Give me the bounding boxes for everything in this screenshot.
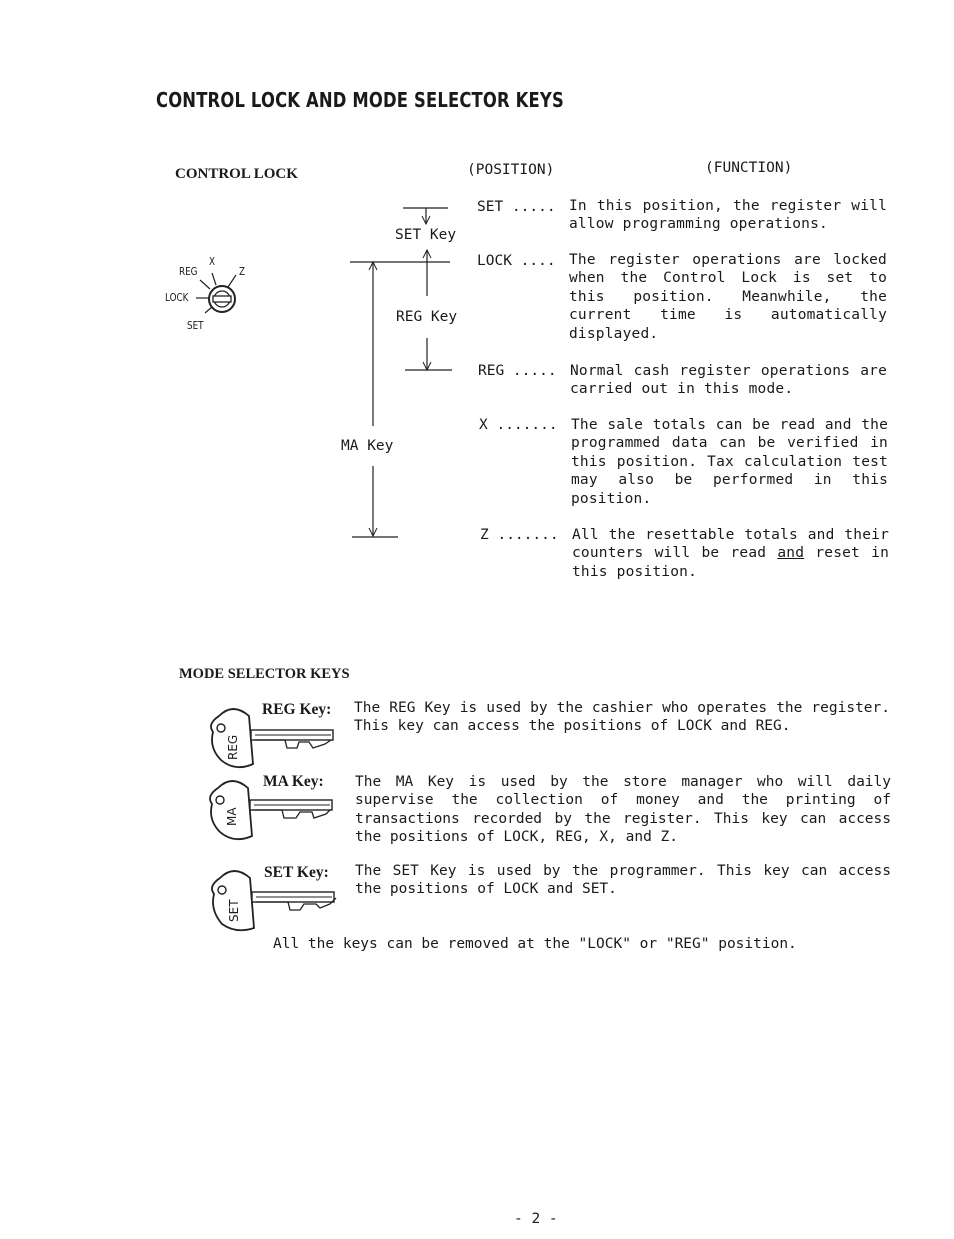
lock-dial-lock-label: LOCK <box>165 291 189 304</box>
lock-dial-icon <box>160 255 260 335</box>
reg-key-range-label: REG Key <box>396 309 458 325</box>
position-reg: REG ..... <box>478 363 557 379</box>
lock-dial-x-label: X <box>209 255 216 268</box>
function-reg: Normal cash register operations are carried out in this mode. <box>570 363 887 398</box>
function-set: In this position, the register will allow programming operations. <box>569 198 887 233</box>
ma-key-engraving: MA <box>225 807 239 826</box>
ma-key-name: MA Key: <box>263 773 324 790</box>
set-key-name: SET Key: <box>264 864 329 881</box>
reg-key-engraving: REG <box>226 734 240 760</box>
function-header: (FUNCTION) <box>705 160 793 176</box>
page-number: - 2 - <box>514 1211 558 1227</box>
function-z: All the resettable totals and their counters will be read and reset in this position. <box>572 527 889 580</box>
ma-key-description: The MA Key is used by the store manager who will daily supervise the collection of money and the printing of transactions recorded by the register. This key can access the positions of LOCK, REG, X, and Z. <box>355 774 891 846</box>
ma-key-range-label: MA Key <box>341 438 394 454</box>
page-title: CONTROL LOCK AND MODE SELECTOR KEYS <box>156 88 564 112</box>
lock-dial-reg-label: REG <box>179 265 198 278</box>
function-lock: The register operations are locked when the Control Lock is set to this position. Meanwhile, the current time is automatically displayed. <box>569 252 887 342</box>
mode-selector-label: MODE SELECTOR KEYS <box>179 666 350 682</box>
position-lock: LOCK .... <box>477 253 556 269</box>
set-key-range-label: SET Key <box>395 227 457 243</box>
control-lock-label: CONTROL LOCK <box>175 166 298 182</box>
keys-removal-note: All the keys can be removed at the "LOCK" or "REG" position. <box>273 936 797 952</box>
lock-dial-set-label: SET <box>187 319 204 332</box>
lock-dial-z-label: Z <box>239 265 246 278</box>
reg-key-name: REG Key: <box>262 701 332 718</box>
position-x: X ....... <box>479 417 558 433</box>
control-lock-dial <box>160 255 260 335</box>
function-x: The sale totals can be read and the programmed data can be verified in this position. Tax calculation test may also be performed in this position. <box>571 417 888 507</box>
key-range-diagram <box>330 190 470 550</box>
position-set: SET ..... <box>477 199 556 215</box>
reg-key-description: The REG Key is used by the cashier who operates the register. This key can access the positions of LOCK and REG. <box>354 700 890 735</box>
set-key-description: The SET Key is used by the programmer. This key can access the positions of LOCK and SET. <box>355 863 891 898</box>
position-z: Z ....... <box>480 527 559 543</box>
position-header: (POSITION) <box>467 162 555 178</box>
set-key-engraving: SET <box>227 899 241 922</box>
